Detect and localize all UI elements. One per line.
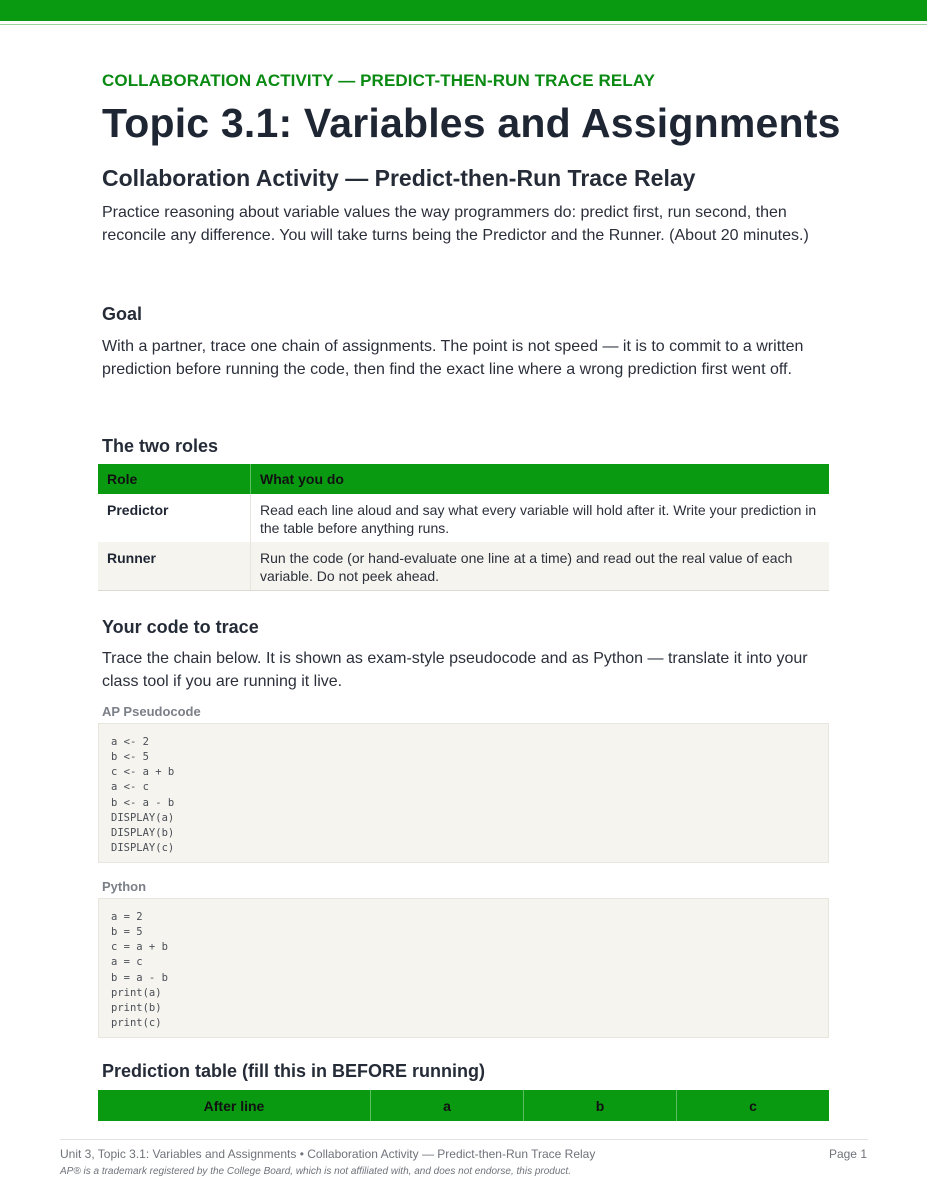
code-line: a = 2 <box>111 911 143 923</box>
code-line: b <- a - b <box>111 796 175 809</box>
top-accent-bar <box>0 0 927 21</box>
code-line: b = 5 <box>111 926 143 939</box>
role-name-runner: Runner <box>98 542 251 591</box>
code-line: c = a + b <box>111 941 168 954</box>
code-line: a <- 2 <box>111 736 149 748</box>
python-block <box>98 898 829 1038</box>
intro-paragraph: Practice reasoning about variable values the way programmers do: predict first, run second, then reconcile any difference. You will take turns being the Predictor and the Runner. (About 20 minutes.) <box>102 204 809 244</box>
code-line: DISPLAY(a) <box>111 811 175 824</box>
roles-table-header <box>98 464 829 494</box>
code-line: b <- 5 <box>111 751 149 764</box>
prediction-col-b: b <box>524 1090 677 1121</box>
goal-heading: Goal <box>102 304 143 324</box>
code-intro-paragraph: Trace the chain below. It is shown as exam-style pseudocode and as Python — translate it into your class tool if you are running it live. <box>102 650 808 690</box>
page-title: Topic 3.1: Variables and Assignments <box>102 100 841 146</box>
pseudocode-label: AP Pseudocode <box>102 704 201 719</box>
code-line: print(c) <box>111 1016 162 1029</box>
code-line: a = c <box>111 956 143 969</box>
prediction-col-c: c <box>677 1090 830 1121</box>
prediction-table <box>98 1090 829 1121</box>
table-row <box>98 494 829 542</box>
prediction-table-header <box>98 1090 829 1121</box>
code-line: print(a) <box>111 986 162 999</box>
code-line: DISPLAY(c) <box>111 841 175 854</box>
roles-heading: The two roles <box>102 436 219 456</box>
role-description-predictor: Read each line aloud and say what every variable will hold after it. Write your prediction in the table before anything runs. <box>251 494 830 542</box>
top-accent-rule <box>0 24 927 25</box>
footer-trademark-note: AP® is a trademark registered by the College Board, which is not affiliated with, and does not endorse, this product. <box>60 1166 571 1177</box>
goal-paragraph: With a partner, trace one chain of assignments. The point is not speed — it is to commit to a written prediction before running the code, then find the exact line where a wrong prediction first went off. <box>102 338 804 378</box>
code-line: a <- c <box>111 781 149 794</box>
code-line: DISPLAY(b) <box>111 826 175 839</box>
prediction-heading: Prediction table (fill this in BEFORE running) <box>102 1061 486 1081</box>
code-line: c <- a + b <box>111 766 175 779</box>
pseudocode-block <box>98 723 829 863</box>
roles-col-description: What you do <box>251 464 830 494</box>
code-line: b = a - b <box>111 971 168 984</box>
code-line: print(b) <box>111 1001 162 1014</box>
role-name-predictor: Predictor <box>98 494 251 542</box>
role-description-runner: Run the code (or hand-evaluate one line at a time) and read out the real value of each variable. Do not peek ahead. <box>251 542 830 591</box>
footer-page-number: Page 1 <box>828 1147 867 1161</box>
page-subtitle: Collaboration Activity — Predict-then-Run Trace Relay <box>102 165 696 191</box>
table-row <box>98 542 829 591</box>
roles-col-role: Role <box>98 464 251 494</box>
footer-divider <box>60 1139 868 1140</box>
footer-running-title: Unit 3, Topic 3.1: Variables and Assignments • Collaboration Activity — Predict-then-Run Trace Relay <box>60 1147 596 1161</box>
prediction-col-a: a <box>371 1090 524 1121</box>
roles-table <box>98 464 829 591</box>
code-heading: Your code to trace <box>102 617 259 637</box>
activity-kicker: COLLABORATION ACTIVITY — PREDICT-THEN-RUN TRACE RELAY <box>102 71 656 90</box>
python-label: Python <box>102 879 147 894</box>
prediction-col-after-line: After line <box>98 1090 371 1121</box>
